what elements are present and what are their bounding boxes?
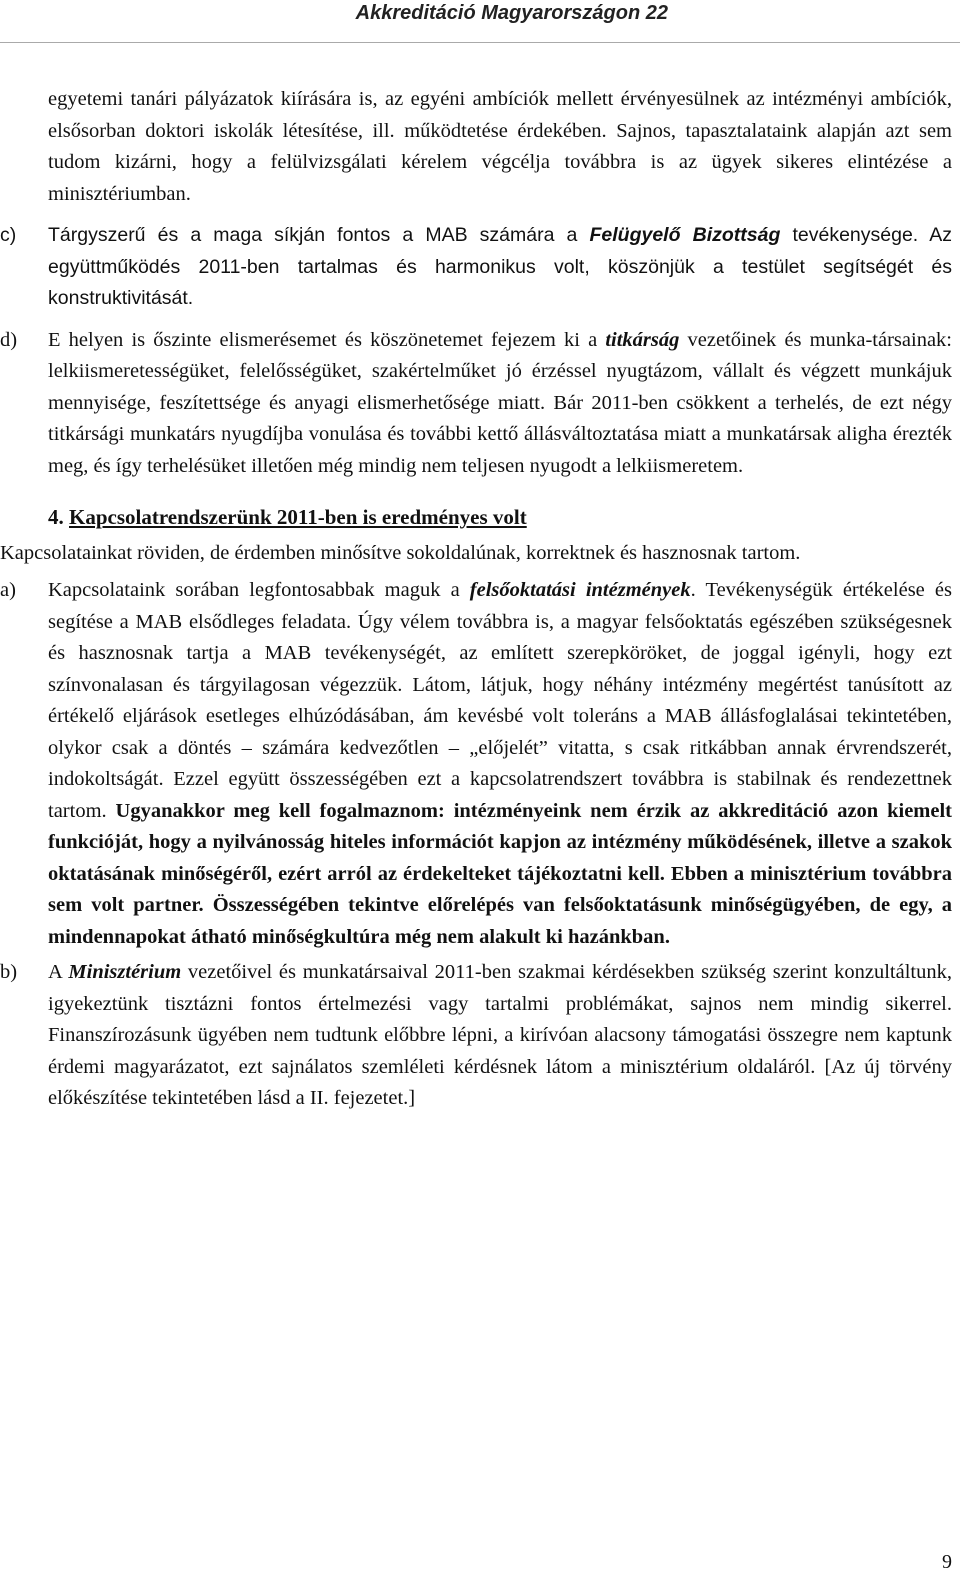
- item-b-text-before: A: [48, 961, 69, 983]
- section-4-title: Kapcsolatrendszerünk 2011-ben is eredményes volt: [69, 505, 527, 529]
- item-c-text-before: Tárgyszerű és a maga síkján fontos a MAB számára a: [48, 224, 590, 246]
- list-marker-c: c): [0, 224, 17, 246]
- list-item-a: [0, 575, 952, 953]
- list-item-c: [0, 220, 952, 315]
- item-a-emphasis: felsőoktatási intézmények: [469, 579, 691, 601]
- item-a-text-after: . Tevékenységük értékelése és segítése a MAB elsődleges feladata. Úgy vélem továbbra is, a magyar felsőoktatás egészében szükségesnek és hasznosnak tartja a MAB tevékenységét, az említett szerepköröket, de joggal igényli, hogy ezt színvonalasan és tárgyilagosan végezzük. Látom, látjuk, hogy néhány intézmény megértést tanúsított az értékelő eljárások esetleges elhúzódásában, ám kevésbé volt toleráns a MAB állásfoglalásai tekintetében, olykor csak a döntés – számára kedvezőtlen – „előjelét” vitatta, s csak ritkábban annak érvrendszerét, indokoltságát. Ezzel együtt összességében ezt a kapcsolatrendszert továbbra is stabilnak és rendezettnek tartom.: [48, 579, 952, 822]
- item-b-emphasis: Minisztérium: [68, 961, 182, 983]
- continuation-paragraph: egyetemi tanári pályázatok kiírására is, az egyéni ambíciók mellett érvényesülnek az intézményi ambíciók, elsősorban doktori iskolák létesítése, ill. működtetése érdekében. Sajnos, tapasztalataink alapján azt sem tudom kizárni, hogy a felülvizsgálati kérelem végcélja továbbra is az ügyek sikeres elintézése a minisztériumban.: [48, 88, 952, 205]
- item-c-emphasis: Felügyelő Bizottság: [589, 224, 781, 246]
- item-b-text-after: vezetőivel és munkatársaival 2011-ben szakmai kérdésekben szükség szerint konzultáltunk, igyekeztünk tisztázni fontos értelmezési vagy tartalmi problémákat, sajnos nem mindig sikerrel. Finanszírozásunk ügyében nem tudtunk előbbre lépni, a kirívóan alacsony támogatási összegre nem kaptunk érdemi magyarázatot, ezt sajnálatos szemléleti kérdésnek látom a minisztérium oldaláról. [Az új törvény előkészítése tekintetében lásd a II. fejezetet.]: [48, 961, 952, 1109]
- item-a-text-before: Kapcsolataink sorában legfontosabbak maguk a: [48, 579, 470, 601]
- item-d-emphasis: titkárság: [605, 328, 680, 351]
- section-4-intro: Kapcsolatainkat röviden, de érdemben minősítve sokoldalúnak, korrektnek és hasznosnak tartom.: [0, 541, 801, 564]
- list-item-d: [0, 325, 952, 483]
- page-body: [0, 84, 952, 1119]
- item-c-text-after: tevékenysége. Az együttműködés 2011-ben tartalmas és harmonikus volt, köszönjük a testület segítségét és konstruktivitását.: [48, 224, 952, 309]
- header-rule: [0, 42, 960, 43]
- page-number: 9: [942, 1551, 952, 1573]
- list-marker-d: d): [0, 328, 18, 351]
- list-marker-b: b): [0, 961, 18, 983]
- list-item-b: [0, 957, 952, 1115]
- item-a-bold-statement: Ugyanakkor meg kell fogalmaznom: intézményeink nem érzik az akkreditáció azon kiemelt funkcióját, hogy a nyilvánosság hiteles információt kapjon az intézmény működésének, illetve a szakok oktatásának minőségéről, ezért arról az érdekelteket tájékoztatni kell. Ebben a minisztérium továbbra sem volt partner. Összességében tekintve előrelépés van felsőoktatásunk minőségügyében, de egy, a mindennapokat átható minőségkultúra még nem alakult ki hazánkban.: [48, 799, 952, 948]
- section-4-heading: [48, 502, 952, 534]
- running-header: Akkreditáció Magyarországon 22: [355, 2, 668, 24]
- list-marker-a: a): [0, 579, 16, 601]
- item-d-text-before: E helyen is őszinte elismerésemet és köszönetemet fejezem ki a: [48, 328, 606, 351]
- item-d-text-after: vezetőinek és munka-társainak: lelkiismeretességüket, felelősségüket, szakértelműket jó érzéssel nyugtázom, vállalt és végzett munkájuk mennyisége, feszítettsége és anyagi elismerhetősége miatt. Bár 2011-ben csökkent a terhelés, de ezt négy titkársági munkatárs nyugdíjba vonulása és további kettő állásváltoztatása miatt a munkatársak aligha érezték meg, és így terhelésüket illetően még mindig nem teljesen nyugodt a lelkiismeretem.: [48, 328, 952, 477]
- section-4-number: 4.: [48, 505, 64, 529]
